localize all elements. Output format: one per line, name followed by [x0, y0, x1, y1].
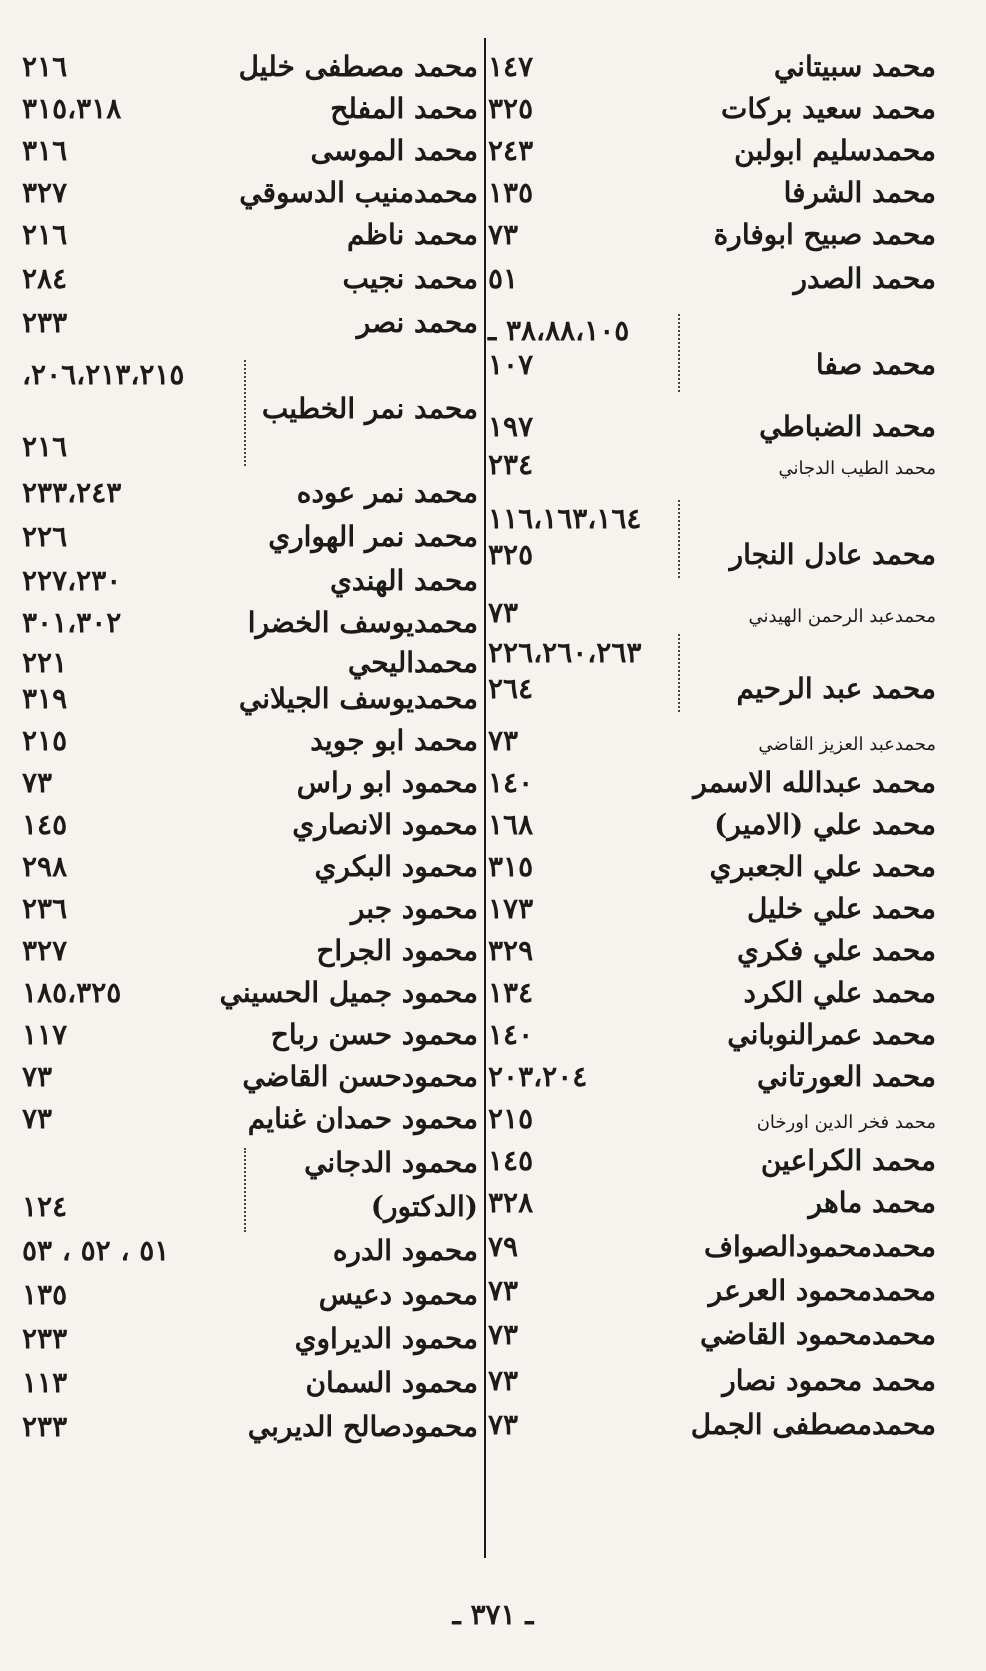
entry-name: محمودصالح الديربي — [247, 1410, 478, 1443]
index-entry — [22, 682, 478, 715]
entry-pages: ٢٣٣ — [22, 306, 68, 339]
entry-name: محمود ابو راس — [296, 766, 478, 799]
entry-name: محمد مصطفى خليل — [238, 50, 478, 83]
index-entry — [22, 358, 478, 391]
index-entry — [488, 1318, 936, 1351]
entry-name: محمد ماهر — [808, 1186, 936, 1219]
index-entry — [488, 1274, 936, 1307]
entry-pages: ٥١ ، ٥٢ ، ٥٣ — [22, 1234, 170, 1267]
entry-bracket — [678, 634, 680, 712]
index-entry — [488, 850, 936, 883]
entry-pages: ٢٣٦ — [22, 892, 68, 925]
index-entry — [488, 314, 936, 347]
index-entry — [488, 1364, 936, 1397]
entry-pages: ٢٢٦،٢٦٠،٢٦٣ — [488, 636, 642, 669]
index-entry — [22, 1102, 478, 1135]
entry-pages: ٢١٦ — [22, 430, 68, 463]
entry-name: محمد الموسى — [310, 134, 478, 167]
entry-name: محمد صبيح ابوفارة — [713, 218, 936, 251]
entry-pages: ٢٢١ — [22, 646, 68, 679]
entry-pages: ٢٩٨ — [22, 850, 68, 883]
index-entry — [22, 50, 478, 83]
entry-pages: ٧٣ — [488, 1364, 519, 1397]
index-entry — [488, 262, 936, 295]
entry-name: محمد نجيب — [342, 262, 478, 295]
entry-pages: ٣٢٧ — [22, 176, 68, 209]
index-entry — [488, 50, 936, 83]
index-entry — [488, 538, 936, 571]
entry-pages: ٣٢٨ — [488, 1186, 534, 1219]
entry-name: محمود الانصاري — [292, 808, 478, 841]
index-entry — [488, 808, 936, 841]
entry-name: محمد سعيد بركات — [720, 92, 936, 125]
index-entry — [488, 892, 936, 925]
entry-pages: ٢١٦ — [22, 50, 68, 83]
entry-name: محمد نمر الخطيب — [261, 392, 478, 425]
entry-name: محمود البكري — [314, 850, 478, 883]
index-entry — [488, 934, 936, 967]
entry-pages: ١٤٧ — [488, 50, 534, 83]
entry-pages: ٣٨،٨٨،١٠٥ ـ — [488, 314, 630, 347]
index-entry — [22, 392, 478, 425]
entry-pages: ٣٢٥ — [488, 92, 534, 125]
entry-pages: ٧٩ — [488, 1230, 519, 1263]
index-entry — [488, 672, 936, 705]
entry-name: محمد الصدر — [793, 262, 936, 295]
entry-pages: ١٣٥ — [22, 1278, 68, 1311]
column-divider — [484, 38, 486, 1558]
index-entry — [488, 410, 936, 443]
entry-name: محمد عمرالنوباني — [727, 1018, 936, 1051]
index-entry — [22, 218, 478, 251]
entry-name: محمد المفلح — [330, 92, 478, 125]
index-entry — [488, 92, 936, 125]
entry-pages: ٧٣ — [488, 724, 519, 757]
index-entry — [22, 892, 478, 925]
entry-name: محمدمحمودالصواف — [703, 1230, 936, 1263]
entry-pages: ١١٣ — [22, 1366, 68, 1399]
index-entry — [22, 134, 478, 167]
entry-pages: ١٤٥ — [22, 808, 68, 841]
entry-pages: ٢٠٣،٢٠٤ — [488, 1060, 588, 1093]
index-entry — [488, 1230, 936, 1263]
entry-name: محمد الضباطي — [759, 410, 936, 443]
entry-name: محمود حمدان غنايم — [247, 1102, 478, 1135]
entry-name: محمدمحمود العرعر — [708, 1274, 936, 1307]
entry-pages: ٢١٥ — [22, 724, 68, 757]
entry-bracket — [678, 500, 680, 578]
index-entry — [488, 134, 936, 167]
index-entry — [22, 306, 478, 339]
entry-name: محمود حسن رباح — [270, 1018, 478, 1051]
index-entry — [22, 1278, 478, 1311]
index-entry — [22, 1234, 478, 1267]
entry-pages: ١٣٤ — [488, 976, 534, 1009]
entry-name: محمود السمان — [305, 1366, 478, 1399]
entry-pages: ٧٣ — [488, 1408, 519, 1441]
entry-name: محمدمحمود القاضي — [699, 1318, 936, 1351]
entry-name: محمد عادل النجار — [729, 538, 936, 571]
entry-name: محمدعبد العزيز القاضي — [758, 734, 936, 755]
entry-name: محمد عبد الرحيم — [736, 672, 936, 705]
index-entry — [22, 850, 478, 883]
entry-pages: ٣٠١،٣٠٢ — [22, 606, 122, 639]
entry-name: محمد الهندي — [330, 564, 478, 597]
index-entry — [488, 1408, 936, 1441]
index-entry — [22, 976, 478, 1009]
index-entry — [488, 976, 936, 1009]
index-entry — [22, 262, 478, 295]
index-entry — [488, 502, 936, 535]
entry-name: محمود دعيس — [318, 1278, 478, 1311]
entry-pages: ١٤٠ — [488, 1018, 534, 1051]
index-entry — [22, 1146, 478, 1179]
entry-name: محمود جميل الحسيني — [219, 976, 478, 1009]
entry-pages: ١٧٣ — [488, 892, 534, 925]
entry-name: محمديوسف الجيلاني — [238, 682, 478, 715]
entry-name: محمود الدجاني — [304, 1146, 478, 1179]
index-entry — [22, 1322, 478, 1355]
entry-pages: ١٢٤ — [22, 1190, 68, 1223]
index-entry — [488, 724, 936, 757]
entry-pages: ٧٣ — [488, 596, 519, 629]
entry-pages: ١٠٧ — [488, 348, 534, 381]
entry-name: محمد الطيب الدجاني — [778, 458, 936, 479]
index-entry — [22, 646, 478, 679]
entry-name: محمد علي فكري — [737, 934, 936, 967]
entry-pages: ٢٦٤ — [488, 672, 534, 705]
entry-name: محمد علي الكرد — [743, 976, 936, 1009]
entry-pages: ٣١٩ — [22, 682, 68, 715]
entry-name: محمدمصطفى الجمل — [690, 1408, 936, 1441]
index-entry — [488, 1186, 936, 1219]
entry-name: محمد الكراعين — [760, 1144, 936, 1177]
entry-pages: ٥١ — [488, 262, 519, 295]
entry-name: محمد صفا — [815, 348, 936, 381]
index-entry — [22, 520, 478, 553]
entry-pages: ٧٣ — [22, 1060, 53, 1093]
entry-pages: ٧٣ — [22, 766, 53, 799]
entry-name: محمديوسف الخضرا — [247, 606, 478, 639]
index-entry — [488, 636, 936, 669]
entry-name: محمد عبدالله الاسمر — [693, 766, 936, 799]
entry-name: محمودحسن القاضي — [242, 1060, 478, 1093]
entry-pages: ١٦٨ — [488, 808, 534, 841]
entry-name: محمداليحي — [347, 646, 478, 679]
index-entry — [488, 1060, 936, 1093]
index-entry — [22, 1060, 478, 1093]
entry-pages: ١٣٥ — [488, 176, 534, 209]
entry-name: محمد نمر عوده — [296, 476, 478, 509]
entry-pages: ٢١٦ — [22, 218, 68, 251]
entry-name: (الدكتور) — [370, 1190, 478, 1223]
index-entry — [22, 724, 478, 757]
index-entry — [488, 218, 936, 251]
entry-name: محمد فخر الدين اورخان — [756, 1112, 936, 1133]
entry-pages: ٢٠٦،٢١٣،٢١٥، — [22, 358, 185, 391]
index-entry — [22, 808, 478, 841]
entry-name: محمد علي (الامير) — [714, 808, 936, 841]
entry-pages: ٣٢٧ — [22, 934, 68, 967]
index-entry — [22, 176, 478, 209]
entry-name: محمد نمر الهواري — [268, 520, 478, 553]
index-entry — [22, 606, 478, 639]
entry-pages: ٢٢٧،٢٣٠ — [22, 564, 122, 597]
entry-name: محمد نصر — [356, 306, 478, 339]
entry-name: محمد علي خليل — [747, 892, 936, 925]
entry-name: محمد سبيتاني — [773, 50, 936, 83]
entry-name: محمود جبر — [350, 892, 478, 925]
entry-name: محمد علي الجعبري — [709, 850, 936, 883]
entry-name: محمود الديراوي — [294, 1322, 478, 1355]
entry-pages: ١٤٠ — [488, 766, 534, 799]
entry-pages: ٢١٥ — [488, 1102, 534, 1135]
index-entry — [488, 1144, 936, 1177]
index-entry — [488, 766, 936, 799]
entry-pages: ٣١٦ — [22, 134, 68, 167]
entry-name: محمد العورتاني — [757, 1060, 936, 1093]
index-entry — [22, 1366, 478, 1399]
index-entry — [488, 1102, 936, 1135]
entry-bracket — [244, 1148, 246, 1232]
entry-name: محمدسليم ابولبن — [734, 134, 936, 167]
entry-pages: ٧٣ — [22, 1102, 53, 1135]
entry-pages: ١٤٥ — [488, 1144, 534, 1177]
entry-name: محمود الدره — [332, 1234, 478, 1267]
entry-pages: ١٨٥،٣٢٥ — [22, 976, 122, 1009]
index-entry — [22, 766, 478, 799]
page-number: ـ ٣٧١ ـ — [452, 1598, 534, 1631]
entry-bracket — [678, 314, 680, 392]
entry-pages: ٢٣٤ — [488, 448, 534, 481]
entry-name: محمدمنيب الدسوقي — [239, 176, 478, 209]
index-entry — [22, 476, 478, 509]
entry-pages: ١١٧ — [22, 1018, 68, 1051]
entry-pages: ٧٣ — [488, 1274, 519, 1307]
entry-pages: ٢٢٦ — [22, 520, 68, 553]
index-entry — [488, 176, 936, 209]
entry-name: محمدعبد الرحمن الهيدني — [748, 606, 936, 627]
entry-name: محمد الشرفا — [783, 176, 936, 209]
index-entry — [488, 1018, 936, 1051]
entry-bracket — [244, 360, 246, 466]
entry-pages: ٧٣ — [488, 1318, 519, 1351]
entry-pages: ٣٢٥ — [488, 538, 534, 571]
index-entry — [22, 92, 478, 125]
entry-pages: ٣٢٩ — [488, 934, 534, 967]
index-entry — [22, 1018, 478, 1051]
index-entry — [22, 1190, 478, 1223]
index-entry — [488, 596, 936, 629]
entry-pages: ٧٣ — [488, 218, 519, 251]
entry-pages: ٢٣٣ — [22, 1322, 68, 1355]
entry-pages: ٢٨٤ — [22, 262, 68, 295]
index-entry — [22, 934, 478, 967]
entry-pages: ١١٦،١٦٣،١٦٤ — [488, 502, 642, 535]
entry-pages: ٣١٥،٣١٨ — [22, 92, 122, 125]
index-entry — [22, 564, 478, 597]
index-entry — [488, 448, 936, 481]
entry-pages: ٣١٥ — [488, 850, 534, 883]
index-entry — [22, 430, 478, 463]
entry-name: محمد ابو جويد — [310, 724, 478, 757]
entry-name: محمد محمود نصار — [722, 1364, 936, 1397]
entry-name: محمد ناظم — [347, 218, 478, 251]
entry-pages: ٢٤٣ — [488, 134, 534, 167]
index-entry — [22, 1410, 478, 1443]
index-entry — [488, 348, 936, 381]
entry-name: محمود الجراح — [316, 934, 478, 967]
entry-pages: ٢٣٣ — [22, 1410, 68, 1443]
entry-pages: ١٩٧ — [488, 410, 534, 443]
entry-pages: ٢٣٣،٢٤٣ — [22, 476, 122, 509]
